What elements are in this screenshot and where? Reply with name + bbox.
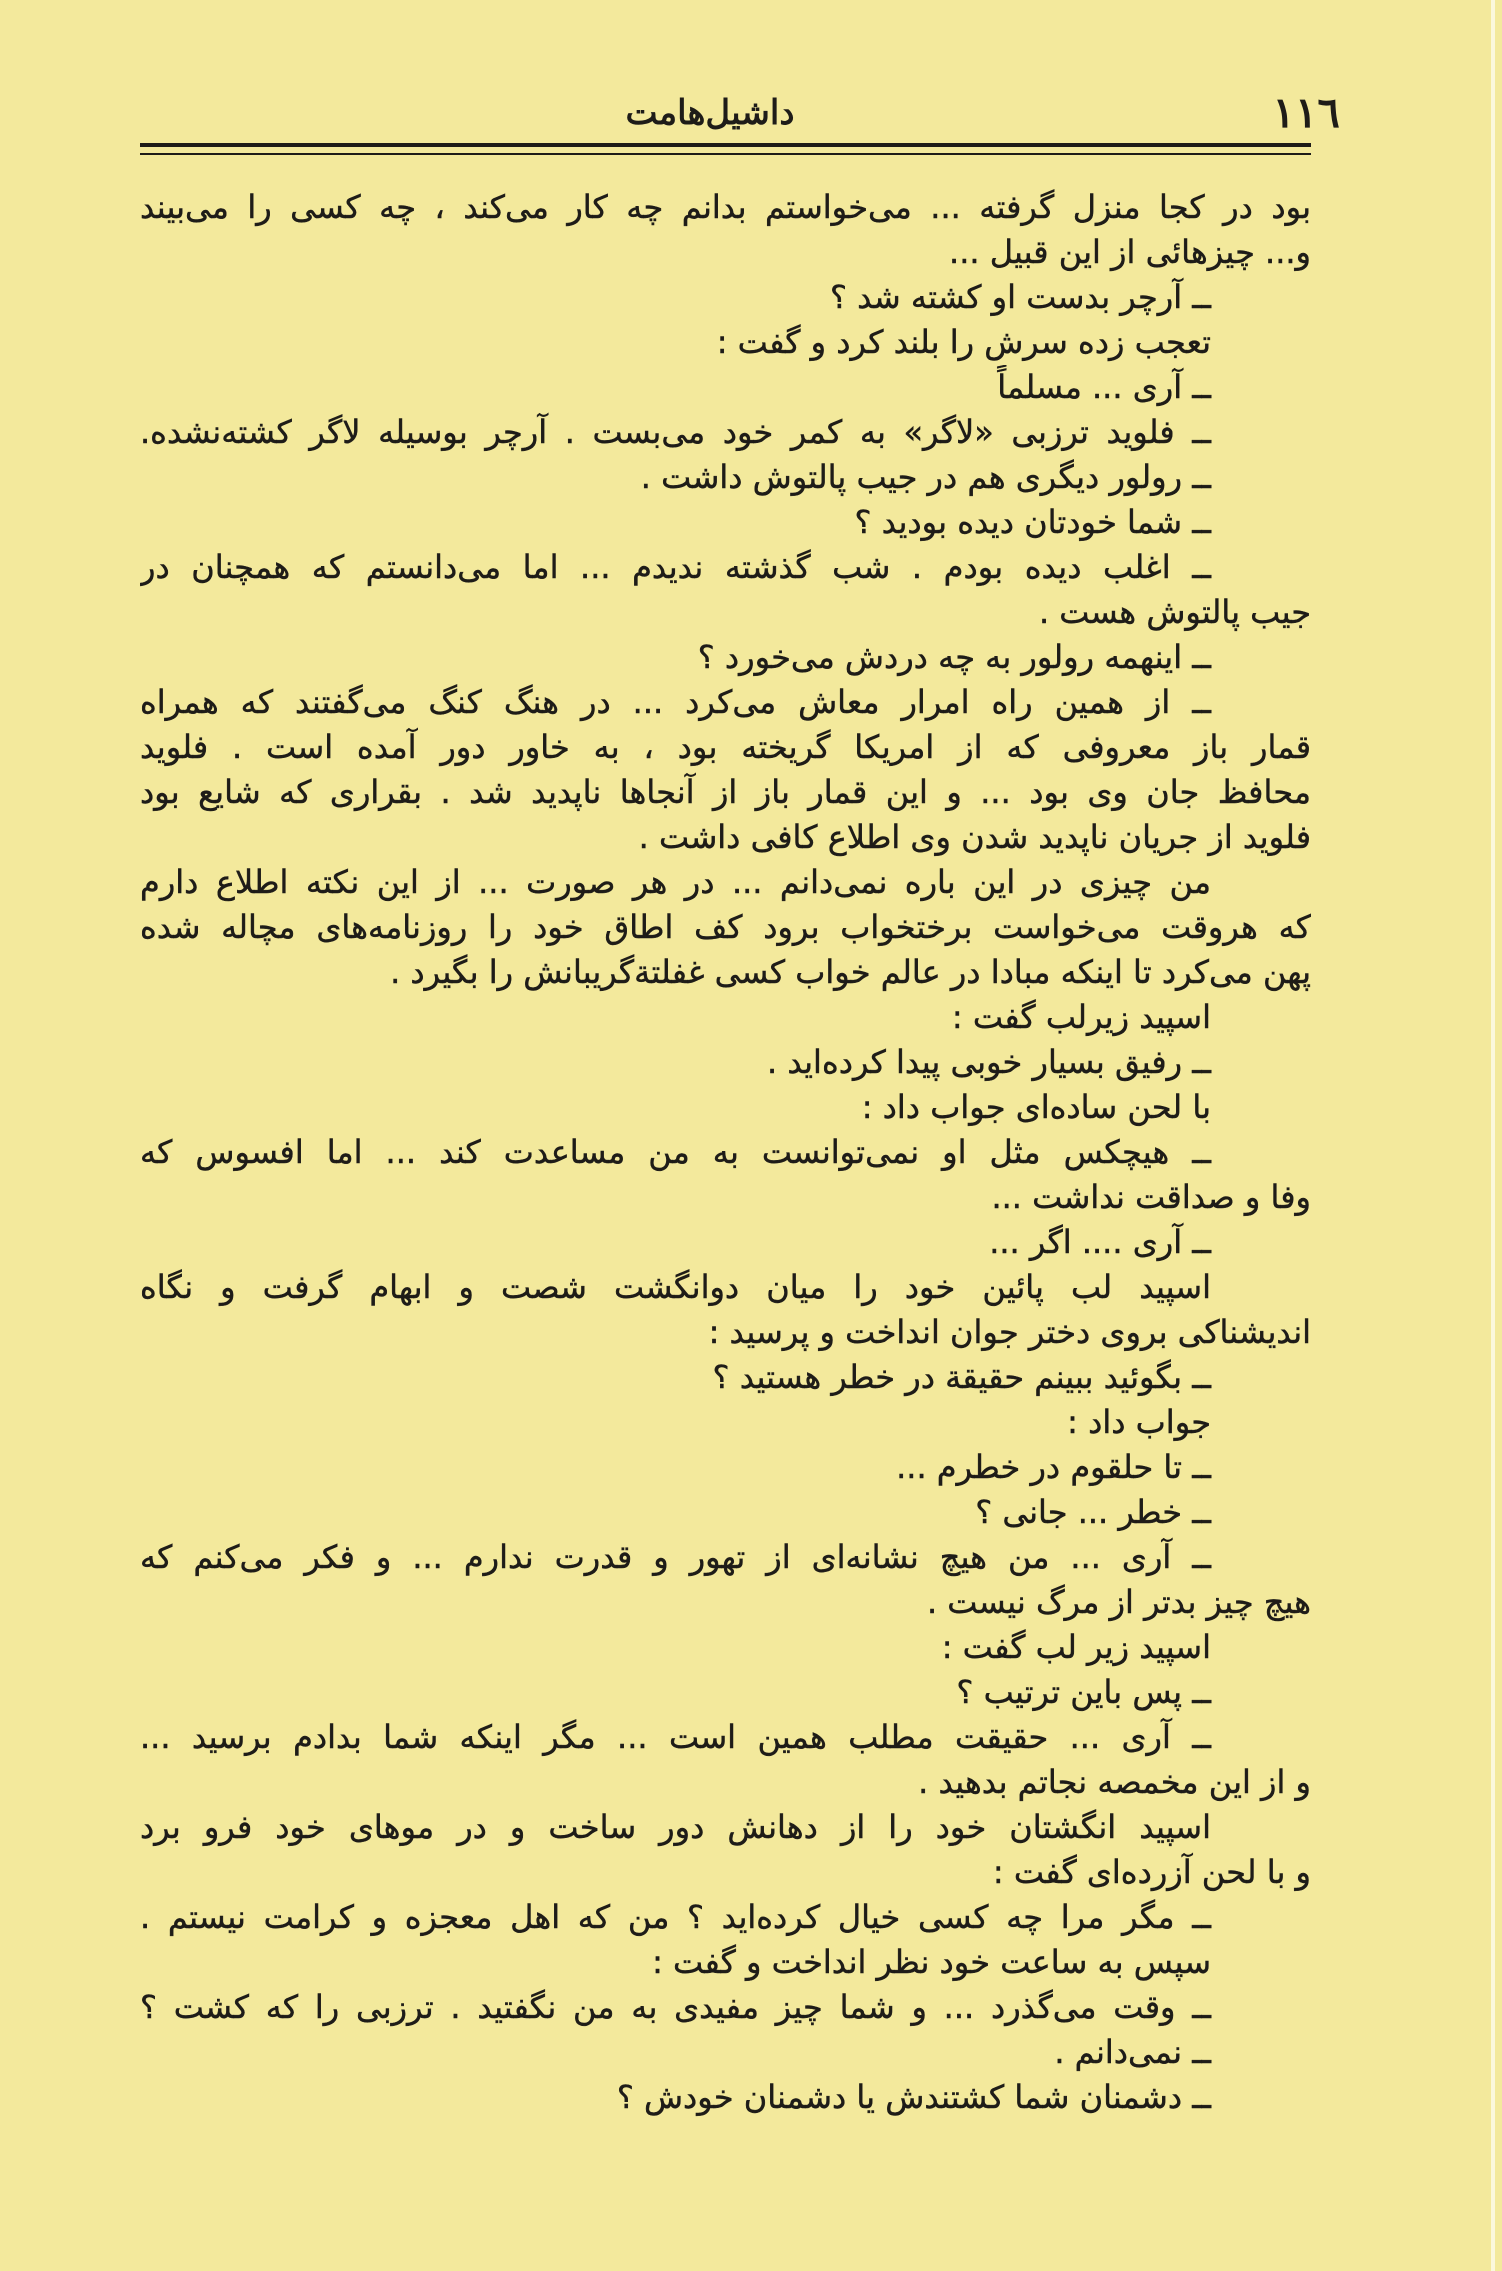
text-line: ــ هیچکس مثل او نمی‌توانست به من مساعدت کند ... اما افسوس که: [140, 1133, 1211, 1171]
text-line: ــ رفیق بسیار خوبی پیدا کرده‌اید .: [767, 1043, 1211, 1081]
text-line: ــ تا حلقوم در خطرم ...: [896, 1448, 1211, 1486]
running-header-title: داشیل‌هامت: [625, 93, 795, 133]
body-text: [140, 185, 1311, 2120]
text-line: اسپید انگشتان خود را از دهانش دور ساخت و در موهای خود فرو برد: [140, 1808, 1211, 1846]
text-line: ــ رولور دیگری هم در جیب پالتوش داشت .: [640, 458, 1211, 496]
text-line: ــ شما خودتان دیده بودید ؟: [854, 503, 1211, 541]
text-line: ــ آری ... حقیقت مطلب همین است ... مگر اینکه شما بدادم برسید ...: [140, 1718, 1211, 1756]
text-line: هیچ چیز بدتر از مرگ نیست .: [926, 1583, 1311, 1621]
text-line: قمار باز معروفی که از امریکا گریخته بود ، به خاور دور آمده است . فلوید: [140, 728, 1311, 766]
text-line: اسپید زیر لب گفت :: [941, 1628, 1211, 1666]
text-line: ــ مگر مرا چه کسی خیال کرده‌اید ؟ من که اهل معجزه و کرامت نیستم .: [140, 1898, 1211, 1936]
text-line: وفا و صداقت نداشت ...: [991, 1178, 1311, 1216]
text-line: اسپید زیرلب گفت :: [951, 998, 1211, 1036]
header-rule-thick: [140, 143, 1311, 147]
page-edge: [1491, 0, 1495, 2271]
text-line: ــ آرچر بدست او کشته شد ؟: [829, 278, 1211, 316]
text-line: و... چیزهائی از این قبیل ...: [949, 233, 1311, 271]
header-rule-thin: [140, 153, 1311, 155]
text-line: ــ از همین راه امرار معاش می‌کرد ... در هنگ کنگ می‌گفتند که همراه: [140, 683, 1211, 721]
text-line: ــ آری ... مسلماً: [997, 368, 1211, 406]
text-line: جیب پالتوش هست .: [1038, 593, 1311, 631]
page-number: ١١٦: [1272, 88, 1340, 137]
text-line: بود در کجا منزل گرفته ... می‌خواستم بدانم چه کار می‌کند ، چه کسی را می‌بیند: [140, 188, 1311, 226]
text-line: ــ بگوئید ببینم حقیقة در خطر هستید ؟: [712, 1358, 1211, 1396]
text-line: من چیزی در این باره نمی‌دانم ... در هر صورت ... از این نکته اطلاع دارم: [140, 863, 1211, 901]
text-line: جواب داد :: [1067, 1403, 1211, 1441]
text-line: ــ نمی‌دانم .: [1054, 2033, 1211, 2071]
text-line: ــ آری .... اگر ...: [989, 1223, 1211, 1261]
text-line: سپس به ساعت خود نظر انداخت و گفت :: [652, 1943, 1211, 1981]
text-line: ــ دشمنان شما کشتندش یا دشمنان خودش ؟: [616, 2078, 1211, 2116]
text-line: با لحن ساده‌ای جواب داد :: [861, 1088, 1211, 1126]
text-line: و با لحن آزرده‌ای گفت :: [992, 1853, 1311, 1891]
text-line: تعجب زده سرش را بلند کرد و گفت :: [716, 323, 1211, 361]
text-line: ــ اغلب دیده بودم . شب گذشته ندیدم ... اما می‌دانستم که همچنان در: [140, 548, 1211, 586]
text-line: اندیشناکی بروی دختر جوان انداخت و پرسید :: [708, 1313, 1311, 1351]
text-line: که هروقت می‌خواست برختخواب برود کف اطاق خود را روزنامه‌های مچاله شده: [140, 908, 1311, 946]
text-line: محافظ جان وی بود ... و این قمار باز از آنجاها ناپدید شد . بقراری که شایع بود: [140, 773, 1311, 811]
text-line: ــ آری ... من هیچ نشانه‌ای از تهور و قدرت ندارم ... و فکر می‌کنم که: [140, 1538, 1211, 1576]
text-line: اسپید لب پائین خود را میان دوانگشت شصت و ابهام گرفت و نگاه: [140, 1268, 1211, 1306]
text-line: فلوید از جریان ناپدید شدن وی اطلاع کافی داشت .: [638, 818, 1311, 856]
text-line: ــ پس باین ترتیب ؟: [956, 1673, 1211, 1711]
text-line: ــ اینهمه رولور به چه دردش می‌خورد ؟: [697, 638, 1211, 676]
text-line: ــ خطر ... جانی ؟: [975, 1493, 1211, 1531]
text-line: پهن می‌کرد تا اینکه مبادا در عالم خواب کسی غفلتةگریبانش را بگیرد .: [390, 953, 1311, 991]
text-line: و از این مخمصه نجاتم بدهید .: [918, 1763, 1311, 1801]
text-line: ــ وقت می‌گذرد ... و شما چیز مفیدی به من نگفتید . ترزبی را که کشت ؟: [140, 1988, 1211, 2026]
text-line: ــ فلوید ترزبی «لاگر» به کمر خود می‌بست . آرچر بوسیله لاگر کشته‌نشده.: [140, 413, 1211, 451]
